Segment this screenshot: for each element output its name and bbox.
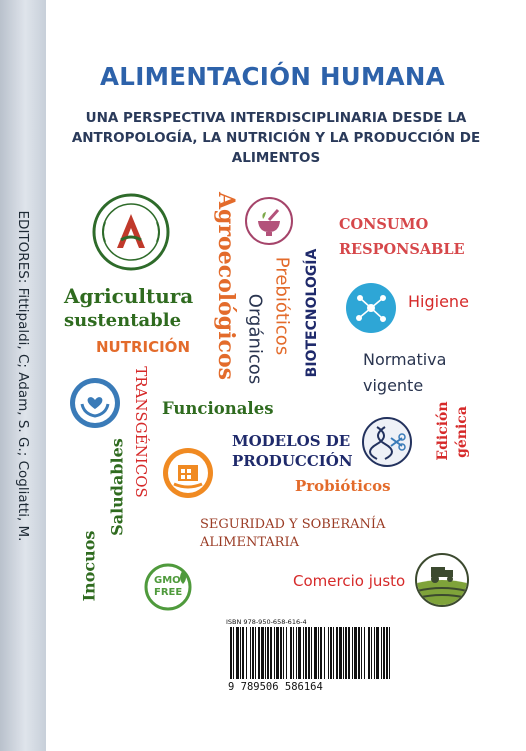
barcode-bar bbox=[255, 627, 256, 679]
barcode-bar bbox=[318, 627, 319, 679]
barcode-bar bbox=[358, 627, 360, 679]
word-higiene: Higiene bbox=[408, 292, 469, 311]
barcode-bar bbox=[230, 627, 232, 679]
barcode-bar bbox=[368, 627, 370, 679]
barcode-bar bbox=[354, 627, 357, 679]
barcode-bar bbox=[348, 627, 350, 679]
isbn-text: ISBN 978-950-658-616-4 bbox=[226, 618, 307, 626]
word-saludables: Saludables bbox=[107, 438, 127, 536]
barcode-bar bbox=[305, 627, 307, 679]
word-seguridad: SEGURIDAD Y SOBERANÍA bbox=[200, 517, 386, 532]
book-spine bbox=[0, 0, 46, 751]
hands-heart-icon bbox=[70, 378, 120, 428]
barcode-bar bbox=[314, 627, 317, 679]
word-consumo: CONSUMO bbox=[339, 216, 429, 233]
mortar-pestle-icon bbox=[245, 197, 293, 245]
market-stall-icon bbox=[163, 448, 213, 498]
dna-scissors-icon bbox=[362, 417, 412, 467]
barcode-bar bbox=[374, 627, 375, 679]
barcode-bar bbox=[274, 627, 275, 679]
barcode-bar bbox=[276, 627, 279, 679]
gmo-free-badge bbox=[143, 562, 193, 612]
barcode-bar bbox=[250, 627, 251, 679]
barcode-bar bbox=[311, 627, 312, 679]
word-agricultura: Agricultura bbox=[64, 284, 194, 308]
word-responsable: RESPONSABLE bbox=[339, 241, 465, 258]
barcode-bar bbox=[236, 627, 239, 679]
barcode-bar bbox=[324, 627, 325, 679]
barcode-bar bbox=[389, 627, 390, 679]
barcode-bar bbox=[293, 627, 294, 679]
barcode-bar bbox=[261, 627, 264, 679]
barcode-bar bbox=[265, 627, 266, 679]
barcode-bar bbox=[361, 627, 362, 679]
barcode-bar bbox=[303, 627, 304, 679]
word-modelos: MODELOS DE bbox=[232, 432, 351, 450]
barcode-number: 9 789506 586164 bbox=[228, 681, 323, 693]
barcode-bar bbox=[283, 627, 284, 679]
barcode-bar bbox=[376, 627, 379, 679]
barcode-bar bbox=[298, 627, 301, 679]
book-subtitle: UNA PERSPECTIVA INTERDISCIPLINARIA DESDE LA ANTROPOLOGÍA, LA NUTRICIÓN Y LA PRODUCCIÓN DE ALIMENTOS bbox=[71, 110, 481, 166]
word-edicion: Edición bbox=[435, 401, 451, 461]
barcode-bar bbox=[386, 627, 388, 679]
barcode-bar bbox=[345, 627, 347, 679]
barcode-bar bbox=[233, 627, 234, 679]
barcode-bar bbox=[343, 627, 344, 679]
barcode-bar bbox=[267, 627, 269, 679]
word-funcionales: Funcionales bbox=[162, 399, 274, 418]
barcode-bar bbox=[242, 627, 244, 679]
barcode-bar bbox=[280, 627, 282, 679]
barcode-bar bbox=[270, 627, 272, 679]
barcode-bar bbox=[383, 627, 385, 679]
faculty-logo bbox=[91, 192, 171, 272]
barcode-bar bbox=[296, 627, 297, 679]
barcode-bar bbox=[333, 627, 334, 679]
barcode-icon bbox=[226, 627, 396, 681]
word-vigente: vigente bbox=[363, 376, 424, 395]
barcode-bar bbox=[286, 627, 287, 679]
book-title: ALIMENTACIÓN HUMANA bbox=[100, 62, 445, 91]
word-transgenicos: TRANSGÉNICOS bbox=[132, 366, 150, 498]
barcode-bar bbox=[381, 627, 382, 679]
barcode-bar bbox=[258, 627, 260, 679]
word-sustentable: sustentable bbox=[64, 310, 182, 331]
barcode-bar bbox=[328, 627, 329, 679]
barcode-bar bbox=[339, 627, 342, 679]
word-nutricion: NUTRICIÓN bbox=[96, 338, 190, 356]
barcode-bar bbox=[371, 627, 372, 679]
free-text: FREE bbox=[154, 587, 183, 598]
word-comercio-justo: Comercio justo bbox=[293, 572, 406, 590]
word-prebioticos: Prebióticos bbox=[271, 256, 293, 356]
word-biotecnologia: BIOTECNOLOGÍA bbox=[304, 248, 320, 378]
barcode-bar bbox=[330, 627, 332, 679]
word-organicos: Orgánicos bbox=[244, 293, 266, 385]
word-probioticos: Probióticos bbox=[295, 477, 391, 495]
barcode-bar bbox=[252, 627, 254, 679]
word-normativa: Normativa bbox=[363, 350, 447, 369]
word-genica: génica bbox=[454, 406, 470, 458]
barcode-bar bbox=[290, 627, 292, 679]
barcode-bar bbox=[364, 627, 365, 679]
editors-text: EDITORES: Fittipaldi, C; Adam, S. G.; Cogliatti, M. bbox=[15, 210, 31, 542]
faculty-logo-icon bbox=[91, 192, 171, 272]
barcode-box bbox=[224, 617, 398, 695]
barcode-bar bbox=[246, 627, 247, 679]
molecule-network-icon bbox=[346, 283, 396, 333]
barcode-bar bbox=[240, 627, 241, 679]
barcode-bar bbox=[336, 627, 338, 679]
tractor-field-icon bbox=[415, 553, 469, 607]
barcode-bar bbox=[352, 627, 353, 679]
word-agroecologicos: Agroecológicos bbox=[213, 191, 239, 381]
barcode-bar bbox=[320, 627, 322, 679]
word-produccion: PRODUCCIÓN bbox=[232, 452, 353, 470]
word-alimentaria: ALIMENTARIA bbox=[200, 535, 299, 550]
word-inocuos: Inocuos bbox=[79, 530, 99, 602]
barcode-bar bbox=[308, 627, 310, 679]
gmo-text: GMO bbox=[154, 575, 181, 586]
